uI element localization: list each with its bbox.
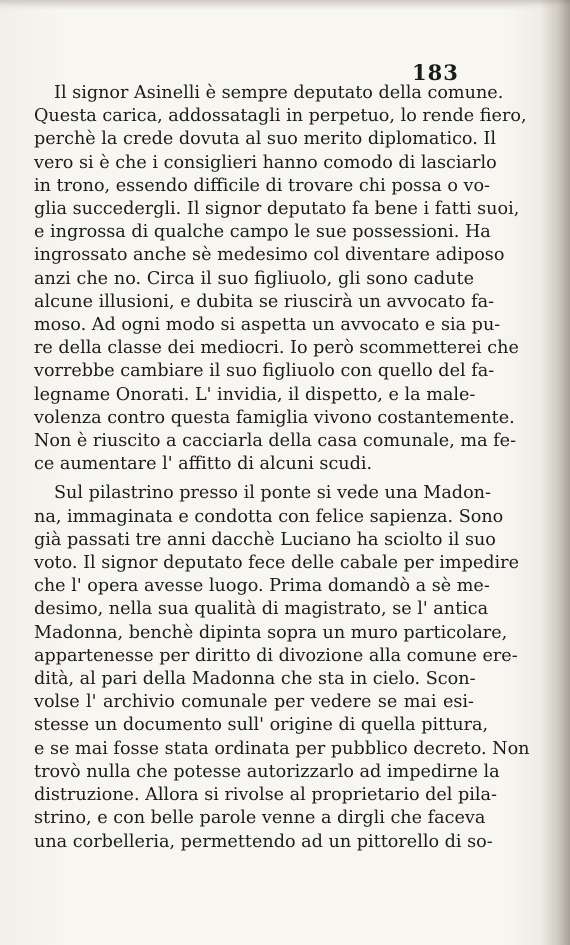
text-line: dità, al pari della Madonna che sta in cielo. Scon- xyxy=(34,669,476,690)
text-line: Madonna, benchè dipinta sopra un muro particolare, xyxy=(34,622,508,643)
text-line: che l' opera avesse luogo. Prima domandò a sè me- xyxy=(34,576,490,597)
text-line: ce aumentare l' affitto di alcuni scudi. xyxy=(34,454,373,475)
body-text xyxy=(34,82,530,854)
text-line: appartenesse per diritto di divozione alla comune ere- xyxy=(34,645,518,666)
text-line: glia succedergli. Il signor deputato fa bene i fatti suoi, xyxy=(34,199,520,220)
text-line: e ingrossa di qualche campo le sue possessioni. Ha xyxy=(34,222,491,243)
text-line: na, immaginata e condotta con felice sapienza. Sono xyxy=(34,506,504,527)
text-line: legname Onorati. L' invidia, il dispetto, e la male- xyxy=(34,384,476,405)
text-line: Il signor Asinelli è sempre deputato della comune. xyxy=(54,83,504,103)
paragraph-1 xyxy=(34,82,527,476)
text-line: Questa carica, addossatagli in perpetuo, lo rende fiero, xyxy=(34,106,527,127)
paragraph-2 xyxy=(34,482,530,853)
text-line: moso. Ad ogni modo si aspetta un avvocato e sia pu- xyxy=(34,315,501,336)
text-line: in trono, essendo difficile di trovare chi possa o vo- xyxy=(34,175,490,196)
text-line: ingrossato anche sè medesimo col diventare adiposo xyxy=(34,245,505,266)
text-line: vorrebbe cambiare il suo figliuolo con quello del fa- xyxy=(34,361,495,382)
text-line: distruzione. Allora si rivolse al proprietario del pila- xyxy=(34,785,497,806)
text-line: una corbelleria, permettendo ad un pittorello di so- xyxy=(34,831,493,852)
text-line: volenza contro questa famiglia vivono costantemente. xyxy=(34,407,515,428)
text-line: vero si è che i consiglieri hanno comodo di lasciarlo xyxy=(34,152,497,173)
text-line: volse l' archivio comunale per vedere se mai esi- xyxy=(34,692,474,713)
text-line: già passati tre anni dacchè Luciano ha sciolto il suo xyxy=(34,529,496,550)
text-line: e se mai fosse stata ordinata per pubblico decreto. Non xyxy=(34,738,530,759)
text-line: strino, e con belle parole venne a dirgli che faceva xyxy=(34,808,486,829)
text-line: Sul pilastrino presso il ponte si vede una Madon- xyxy=(54,483,491,504)
text-line: trovò nulla che potesse autorizzarlo ad impedirne la xyxy=(34,761,500,782)
page-gutter-shadow xyxy=(540,0,570,945)
text-line: stesse un documento sull' origine di quella pittura, xyxy=(34,715,489,736)
page-number: 183 xyxy=(412,60,459,85)
text-line: Non è riuscito a cacciarla della casa comunale, ma fe- xyxy=(34,431,517,452)
text-line: voto. Il signor deputato fece delle cabale per impedire xyxy=(34,553,519,574)
text-line: alcune illusioni, e dubita se riuscirà un avvocato fa- xyxy=(34,291,495,312)
page-top-edge xyxy=(0,0,570,10)
text-line: perchè la crede dovuta al suo merito diplomatico. Il xyxy=(34,129,496,150)
text-line: desimo, nella sua qualità di magistrato, se l' antica xyxy=(34,599,489,620)
text-line: re della classe dei mediocri. Io però scommetterei che xyxy=(34,338,519,359)
text-line: anzi che no. Circa il suo figliuolo, gli sono cadute xyxy=(34,268,474,289)
